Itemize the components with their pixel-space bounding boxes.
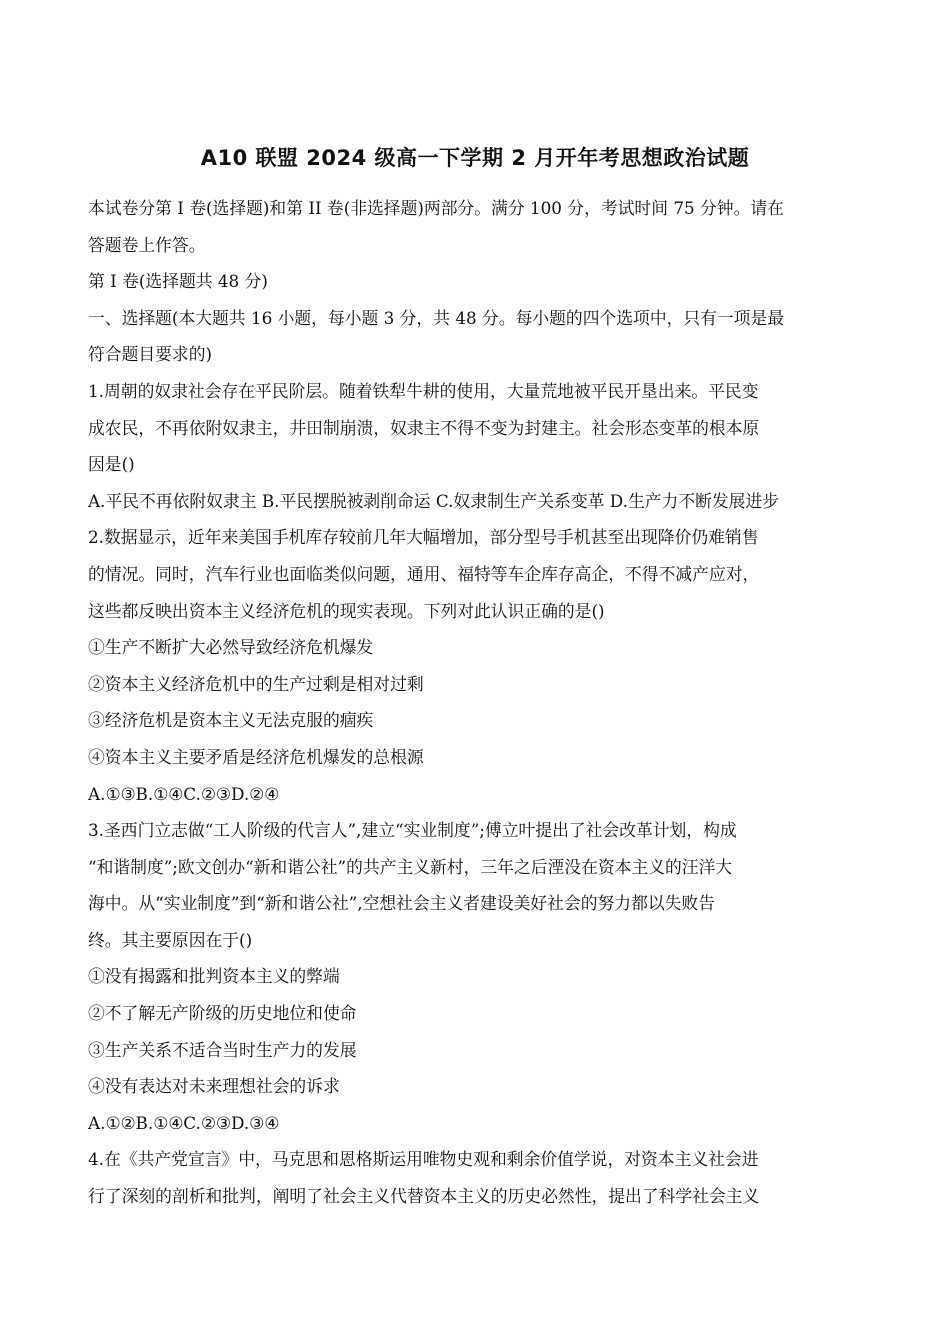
question-3-statement: ④没有表达对未来理想社会的诉求 [88,1076,340,1097]
question-2-statement: ①生产不断扩大必然导致经济危机爆发 [88,637,374,658]
question-3-statement: ③生产关系不适合当时生产力的发展 [88,1039,357,1060]
question-3-stem: 终。其主要原因在于() [88,929,253,950]
question-3-options: A.①②B.①④C.②③D.③④ [88,1112,280,1133]
question-4-stem: 4.在《共产党宣言》中，马克思和恩格斯运用唯物史观和剩余价值学说，对资本主义社会进 [88,1149,759,1170]
question-2-stem: 这些都反映出资本主义经济危机的现实表现。下列对此认识正确的是() [88,600,605,621]
question-1-options: A.平民不再依附奴隶主 B.平民摆脱被剥削命运 C.奴隶制生产关系变革 D.生产力不断发展进步 [88,490,780,511]
question-3-statement: ②不了解无产阶级的历史地位和使命 [88,1003,357,1024]
question-2-stem: 的情况。同时，汽车行业也面临类似问题，通用、福特等车企库存高企，不得不减产应对， [88,563,760,584]
part-heading: 第 I 卷(选择题共 48 分) [88,271,268,292]
question-3-stem: 3.圣西门立志做“工人阶级的代言人”,建立“实业制度”;傅立叶提出了社会改革计划，构成 [88,820,737,841]
section-instructions: 一、选择题(本大题共 16 小题，每小题 3 分，共 48 分。每小题的四个选项中，只有一项是最 [88,307,785,328]
question-3-statement: ①没有揭露和批判资本主义的弊端 [88,966,340,987]
question-4-stem: 行了深刻的剖析和批判，阐明了社会主义代替资本主义的历史必然性，提出了科学社会主义 [88,1186,760,1207]
intro-text: 答题卷上作答。 [88,234,206,255]
exam-title: A10 联盟 2024 级高一下学期 2 月开年考思想政治试题 [200,146,750,170]
question-2-options: A.①③B.①④C.②③D.②④ [88,783,280,804]
question-2-statement: ④资本主义主要矛盾是经济危机爆发的总根源 [88,746,424,767]
question-2-stem: 2.数据显示，近年来美国手机库存较前几年大幅增加，部分型号手机甚至出现降价仍难销售 [88,527,759,548]
question-2-statement: ③经济危机是资本主义无法克服的痼疾 [88,710,374,731]
intro-text: 本试卷分第 I 卷(选择题)和第 II 卷(非选择题)两部分。满分 100 分，考试时间 75 分钟。请在 [88,198,784,218]
question-1-stem: 因是() [88,454,135,475]
question-3-stem: “和谐制度”;欧文创办“新和谐公社”的共产主义新村，三年之后湮没在资本主义的汪洋大 [88,856,733,877]
question-1-stem: 1.周朝的奴隶社会存在平民阶层。随着铁犁牛耕的使用，大量荒地被平民开垦出来。平民变 [88,380,759,401]
question-1-stem: 成农民，不再依附奴隶主，井田制崩溃，奴隶主不得不变为封建主。社会形态变革的根本原 [88,417,760,438]
question-3-stem: 海中。从“实业制度”到“新和谐公社”,空想社会主义者建设美好社会的努力都以失败告 [88,893,715,914]
section-instructions: 符合题目要求的) [88,344,213,365]
question-2-statement: ②资本主义经济危机中的生产过剩是相对过剩 [88,673,424,694]
exam-body [88,190,864,1215]
